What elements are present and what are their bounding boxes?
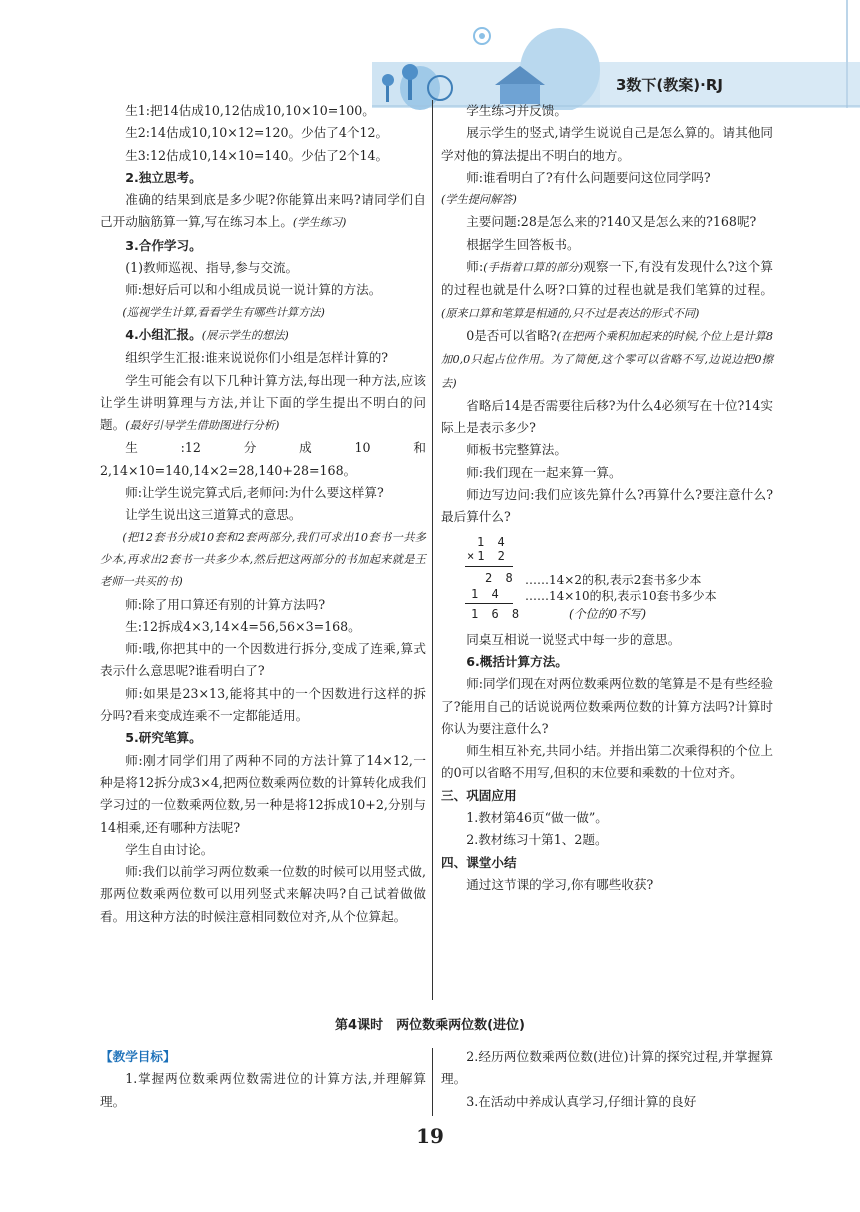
paragraph: 主要问题:28是怎么来的?140又是怎么来的?168呢? xyxy=(466,214,757,230)
text-line: 师:想好后可以和小组成员说一说计算的方法。 xyxy=(125,282,382,298)
text-line: 学生练习并反馈。 xyxy=(466,103,567,118)
text: 师: xyxy=(466,259,484,275)
paragraph: 展示学生的竖式,请学生说说自己是怎么算的。请其他同学对他的算法提出不明白的地方。 xyxy=(441,125,773,163)
paragraph: 组织学生汇报:谁来说说你们小组是怎样计算的? xyxy=(125,350,389,366)
note: (巡视学生计算,看看学生有哪些计算方法) xyxy=(122,305,325,319)
text-line: 师:除了用口算还有别的计算方法吗? xyxy=(125,596,326,612)
text-line: 根据学生回答板书。 xyxy=(466,236,580,252)
right-column xyxy=(441,100,773,896)
text-line: 生2:14估成10,10×12=120。少估了4个12。 xyxy=(125,125,389,141)
text: 准确的结果到底是多少呢?你能算出来吗?请同学们自己开动脑筋算一算,写在练习本上。 xyxy=(100,192,426,230)
header-illustration xyxy=(0,0,860,110)
page-number: 19 xyxy=(416,1124,444,1148)
left-column xyxy=(100,100,426,928)
paragraph: 师:如果是23×13,能将其中的一个因数进行这样的拆分吗?看来变成连乘不一定都能适用。 xyxy=(100,685,426,724)
lesson-title: 第4课时 两位数乘两位数(进位) xyxy=(335,1018,525,1033)
text-line: 同桌互相说一说竖式中每一步的意思。 xyxy=(466,631,681,647)
step-heading: 4.小组汇报。 xyxy=(125,326,202,342)
page-header xyxy=(0,0,860,110)
paragraph: 师:我们以前学习两位数乘一位数的时候可以用竖式做,那两位数乘两位数可以用列竖式来解决吗?自己试着做做看。用这种方法的时候注意相同数位对齐,从个位算起。 xyxy=(100,864,426,924)
goal-item: 2.经历两位数乘两位数(进位)计算的探究过程,并掌握算理。 xyxy=(441,1049,773,1087)
paragraph xyxy=(100,370,426,438)
multiplier: ×1 2 xyxy=(467,548,508,563)
column-divider xyxy=(432,100,433,1000)
partial-product-2: 1 4 xyxy=(471,586,502,601)
column-divider xyxy=(432,1048,433,1116)
step-heading: 2.独立思考。 xyxy=(125,169,202,185)
text: 观察一下,有没有发现什么?这个算的过程也就是什么呀?口算的过程也就是我们笔算的过程。 xyxy=(441,259,773,298)
step-heading: 3.合作学习。 xyxy=(125,237,202,253)
goals-tag xyxy=(100,1046,426,1068)
paragraph: 省略后14是否需要往后移?为什么4必须写在十位?14实际上是表示多少? xyxy=(441,397,773,436)
section-heading: 三、巩固应用 xyxy=(441,787,517,803)
paragraph: 生:12分成10和2,14×10=140,14×2=28,140+28=168。 xyxy=(100,440,426,478)
note: (手指着口算的部分) xyxy=(483,261,584,275)
paragraph xyxy=(441,256,773,325)
book-label: 3数下(教案)·RJ xyxy=(616,76,723,94)
section-heading: 四、课堂小结 xyxy=(441,854,517,870)
paragraph: 师生相互补充,共同小结。并指出第二次乘得积的个位上的0可以省略不用写,但积的末位要和乘数的十位对齐。 xyxy=(441,743,773,781)
vertical-multiplication xyxy=(441,535,773,625)
note: (在把两个乘积加起来的时候,个位上是计算8加0,0只起占位作用。为了简便,这个零可以省略不写,边说边把0擦去) xyxy=(441,329,773,390)
text-line: 生1:把14估成10,12估成10,10×10=100。 xyxy=(125,103,375,118)
paragraph xyxy=(441,325,773,395)
goals-right xyxy=(441,1046,773,1113)
text-line: 2.教材练习十第1、2题。 xyxy=(466,832,608,848)
paragraph xyxy=(100,189,426,235)
text-line: 师:谁看明白了?有什么问题要问这位同学吗? xyxy=(466,169,711,185)
step-heading: 6.概括计算方法。 xyxy=(466,653,568,669)
paragraph: 师边写边问:我们应该先算什么?再算什么?要注意什么?最后算什么? xyxy=(441,487,773,525)
note: (原来口算和笔算是相通的,只不过是表达的形式不同) xyxy=(441,306,700,320)
note: (把12套书分成10套和2套两部分,我们可求出10套书一共多少本,再求出2套书一共多少本,然后把这两部分的书加起来就是王老师一共买的书) xyxy=(100,530,426,589)
note: (学生练习) xyxy=(292,216,347,230)
rule-line xyxy=(465,566,513,567)
text-line: 1.教材第46页“做一做”。 xyxy=(466,810,608,826)
partial-note-2: ……14×10的积,表示10套书多少本 xyxy=(525,588,717,603)
partial-product-1: 2 8 xyxy=(485,570,516,585)
note: (最好引导学生借助图进行分析) xyxy=(125,419,280,433)
text-line: (1)教师巡视、指导,参与交流。 xyxy=(125,260,299,276)
text-line: 通过这节课的学习,你有哪些收获? xyxy=(466,876,654,892)
paragraph xyxy=(100,324,426,347)
text-line: 让学生说出这三道算式的意思。 xyxy=(125,507,302,523)
text-line: 生:12拆成4×3,14×4=56,56×3=168。 xyxy=(125,618,361,634)
text-line: 师:让学生说完算式后,老师问:为什么要这样算? xyxy=(125,485,384,501)
text-line: 师:我们现在一起来算一算。 xyxy=(466,464,622,480)
goal-item: 3.在活动中养成认真学习,仔细计算的良好 xyxy=(466,1093,697,1109)
text-line: 师板书完整算法。 xyxy=(466,442,567,458)
rule-line xyxy=(465,603,513,604)
multiplicand: 1 4 xyxy=(477,534,508,549)
paragraph: 师:同学们现在对两位数乘两位数的笔算是不是有些经验了?能用自己的话说说两位数乘两位数的计算方法吗?计算时你认为要注意什么? xyxy=(441,676,773,736)
partial-note-3: (个位的0不写) xyxy=(569,606,646,621)
product: 1 6 8 xyxy=(471,606,523,621)
goal-item: 1.掌握两位数乘两位数需进位的计算方法,并理解算理。 xyxy=(100,1071,426,1109)
text: 0是否可以省略? xyxy=(466,327,557,343)
note: (学生提问解答) xyxy=(441,193,517,207)
text: 学生可能会有以下几种计算方法,每出现一种方法,应该让学生讲明算理与方法,并让下面的学生提出不明白的问题。 xyxy=(100,372,426,433)
goals-label: 【教学目标】 xyxy=(100,1049,176,1064)
note: (展示学生的想法) xyxy=(201,328,289,342)
partial-note-1: ……14×2的积,表示2套书多少本 xyxy=(525,572,702,587)
text-line: 生3:12估成10,14×10=140。少估了2个14。 xyxy=(125,147,389,163)
paragraph: 师:刚才同学们用了两种不同的方法计算了14×12,一种是将12拆分成3×4,把两位数乘两位数的计算转化成我们学习过的一位数乘两位数,另一种是将12拆成10+2,分别与14相乘,还有哪种方法呢? xyxy=(100,752,426,835)
step-heading: 5.研究笔算。 xyxy=(125,730,202,746)
paragraph: 师:哦,你把其中的一个因数进行拆分,变成了连乘,算式表示什么意思呢?谁看明白了? xyxy=(100,641,426,679)
goals-left xyxy=(100,1046,426,1113)
text-line: 学生自由讨论。 xyxy=(125,841,214,857)
